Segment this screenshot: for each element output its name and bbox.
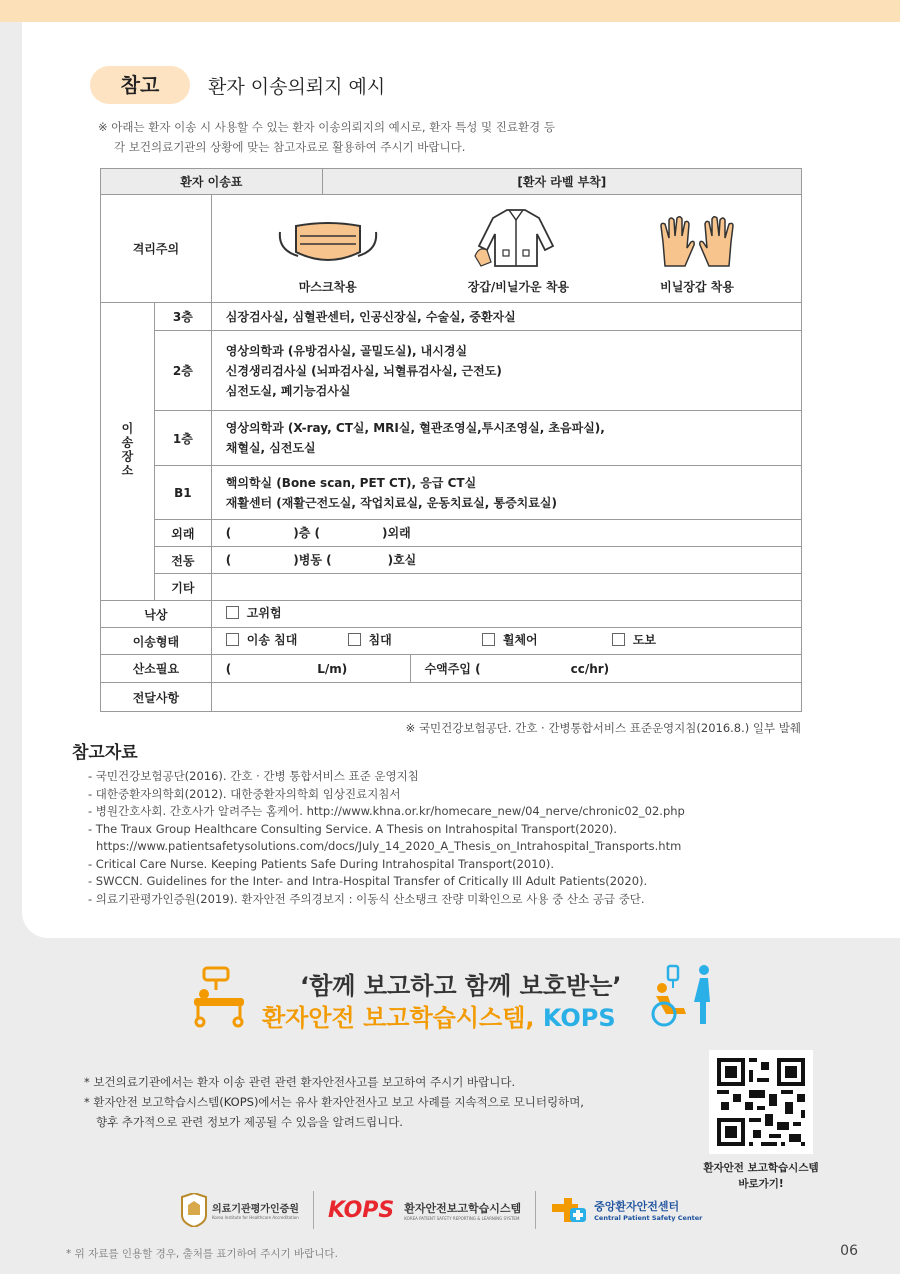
iv-field[interactable]: 수액주입 ( cc/hr) bbox=[410, 655, 801, 683]
handover-label: 전달사항 bbox=[101, 683, 212, 712]
reference-item: https://www.patientsafetysolutions.com/docs/July_14_2020_A_Thesis_on_Intrahospital_Transports.htm bbox=[96, 839, 682, 853]
koiha-name: 의료기관평가인증원 bbox=[212, 1204, 299, 1215]
oxygen-field[interactable]: ( L/m) bbox=[211, 655, 410, 683]
outpatient-field[interactable]: ( )층 ( )외래 bbox=[211, 520, 801, 547]
kops-mark: KOPS bbox=[327, 1197, 395, 1223]
other-label: 기타 bbox=[154, 574, 211, 601]
transfer-field[interactable]: ( )병동 ( )호실 bbox=[211, 547, 801, 574]
other-field[interactable] bbox=[211, 574, 801, 601]
qr-code[interactable] bbox=[709, 1050, 813, 1154]
transport-label: 이송형태 bbox=[101, 628, 212, 655]
kops-sub: KOREA PATIENT SAFETY REPORTING & LEARNING SYSTEM bbox=[404, 1215, 520, 1221]
floor-b1-label: B1 bbox=[154, 466, 211, 520]
partner-logos bbox=[180, 1190, 702, 1230]
footer-note: * 위 자료를 인용할 경우, 출처를 표기하여 주시기 바랍니다. bbox=[66, 1248, 338, 1260]
oxygen-label: 산소필요 bbox=[101, 655, 212, 683]
transport-walk-checkbox[interactable]: 도보 bbox=[612, 630, 656, 650]
page-number: 06 bbox=[840, 1243, 858, 1259]
transfer-label: 전동 bbox=[154, 547, 211, 574]
top-bar bbox=[0, 0, 900, 22]
qr-label: 환자안전 보고학습시스템 바로가기! bbox=[703, 1162, 819, 1190]
handover-field[interactable] bbox=[211, 683, 801, 712]
kops-logo bbox=[328, 1198, 521, 1223]
outpatient-label: 외래 bbox=[154, 520, 211, 547]
gown-label: 장갑/비닐가운 착용 bbox=[467, 280, 570, 294]
floor-2-content: 영상의학과 (유방검사실, 골밀도실), 내시경실 신경생리검사실 (뇌파검사실, 뇌혈류검사실, 근전도) 심전도실, 폐기능검사실 bbox=[211, 331, 801, 411]
reference-item: - The Traux Group Healthcare Consulting Service. A Thesis on Intrahospital Transport(2020). bbox=[88, 821, 618, 836]
transport-stretcher-checkbox[interactable]: 이송 침대 bbox=[226, 630, 298, 650]
floor-1-content: 영상의학과 (X-ray, CT실, MRI실, 혈관조영실,투시조영실, 초음파실), 채혈실, 심전도실 bbox=[211, 411, 801, 466]
logo-divider bbox=[535, 1191, 536, 1229]
fall-high-risk-checkbox[interactable]: 고위험 bbox=[226, 603, 282, 623]
floor-2-label: 2층 bbox=[154, 331, 211, 411]
reference-item: - Critical Care Nurse. Keeping Patients Safe During Intrahospital Transport(2010). bbox=[88, 856, 554, 871]
center-sub: Central Patient Safety Center bbox=[594, 1214, 703, 1222]
reference-item: - 병원간호사회. 간호사가 알려주는 홈케어. http://www.khna.or.kr/homecare_new/04_nerve/chronic02_02.php bbox=[88, 804, 685, 818]
center-emblem-icon bbox=[550, 1196, 590, 1224]
notice-line: * 보건의료기관에서는 환자 이송 관련 관련 환자안전사고를 보고하여 주시기 바랍니다. bbox=[84, 1075, 516, 1089]
koiha-emblem-icon bbox=[180, 1193, 208, 1227]
transfer-form-table bbox=[100, 168, 802, 712]
wheelchair-icon bbox=[648, 962, 716, 1028]
koiha-sub: Korea Institute for Healthcare Accreditation bbox=[212, 1215, 299, 1220]
kops-name: 환자안전보고학습시스템 bbox=[404, 1201, 522, 1215]
isolation-label: 격리주의 bbox=[101, 195, 212, 303]
reference-badge: 참고 bbox=[90, 66, 190, 104]
notices bbox=[84, 1072, 584, 1132]
floor-b1-content: 핵의학실 (Bone scan, PET CT), 응급 CT실 재활센터 (재활근전도실, 작업치료실, 운동치료실, 통증치료실) bbox=[211, 466, 801, 520]
intro-note bbox=[98, 117, 818, 157]
intro-note-line1: ※ 아래는 환자 이송 시 사용할 수 있는 환자 이송의뢰지의 예시로, 환자 특성 및 진료환경 등 bbox=[98, 120, 555, 134]
intro-note-line2: 각 보건의료기관의 상황에 맞는 참고자료로 활용하여 주시기 바랍니다. bbox=[114, 140, 466, 154]
gown-icon bbox=[473, 206, 563, 268]
gown-item bbox=[468, 206, 569, 295]
gloves-item bbox=[657, 212, 737, 295]
reference-item: - 국민건강보험공단(2016). 간호 · 간병 통합서비스 표준 운영지침 bbox=[88, 769, 419, 783]
transport-options bbox=[211, 628, 801, 655]
floor-3-label: 3층 bbox=[154, 303, 211, 331]
center-logo bbox=[550, 1196, 702, 1224]
floor-1-label: 1층 bbox=[154, 411, 211, 466]
isolation-icons-cell bbox=[211, 195, 801, 303]
source-note: ※ 국민건강보험공단. 간호 · 간병통합서비스 표준운영지침(2016.8.) 일부 발췌 bbox=[405, 721, 801, 735]
mask-label: 마스크착용 bbox=[298, 280, 357, 294]
banner-slogan: ‘함께 보고하고 함께 보호받는’ bbox=[300, 972, 622, 1000]
reference-item: - 대한중환자의학회(2012). 대한중환자의학회 임상진료지침서 bbox=[88, 786, 401, 801]
reference-item: - 의료기관평가인증원(2019). 환자안전 주의경보지 : 이동식 산소탱크 잔량 미확인으로 사용 중 산소 공급 중단. bbox=[88, 891, 645, 906]
notice-line: 향후 추가적으로 관련 정보가 제공될 수 있음을 알려드립니다. bbox=[96, 1115, 403, 1129]
notice-line: * 환자안전 보고학습시스템(KOPS)에서는 유사 환자안전사고 보고 사례를 지속적으로 모니터링하며, bbox=[84, 1095, 584, 1109]
banner-kops-title: 환자안전 보고학습시스템, KOPS bbox=[262, 1004, 616, 1032]
floor-3-content: 심장검사실, 심혈관센터, 인공신장실, 수술실, 중환자실 bbox=[211, 303, 801, 331]
reference-item: - SWCCN. Guidelines for the Inter- and Intra-Hospital Transfer of Critically Ill Adult Patients(2020). bbox=[88, 874, 648, 888]
mask-icon bbox=[276, 218, 380, 268]
gloves-label: 비닐장갑 착용 bbox=[660, 280, 734, 294]
transport-bed-checkbox[interactable]: 침대 bbox=[348, 630, 392, 650]
fall-field bbox=[211, 601, 801, 628]
table-head-right: [환자 라벨 부착] bbox=[322, 169, 801, 195]
fall-label: 낙상 bbox=[101, 601, 212, 628]
gloves-icon bbox=[657, 212, 737, 268]
stretcher-icon bbox=[190, 964, 250, 1028]
references-list bbox=[88, 768, 848, 908]
logo-divider bbox=[313, 1191, 314, 1229]
page-title: 환자 이송의뢰지 예시 bbox=[208, 76, 386, 98]
qr-code-icon bbox=[709, 1050, 813, 1154]
location-label: 이송장소 bbox=[101, 303, 155, 601]
center-name: 중앙환자안전센터 bbox=[594, 1200, 680, 1213]
transport-wheelchair-checkbox[interactable]: 휠체어 bbox=[482, 630, 538, 650]
koiha-logo bbox=[180, 1193, 299, 1227]
references-title: 참고자료 bbox=[72, 743, 138, 763]
mask-item bbox=[276, 218, 380, 295]
table-head-left: 환자 이송표 bbox=[101, 169, 323, 195]
